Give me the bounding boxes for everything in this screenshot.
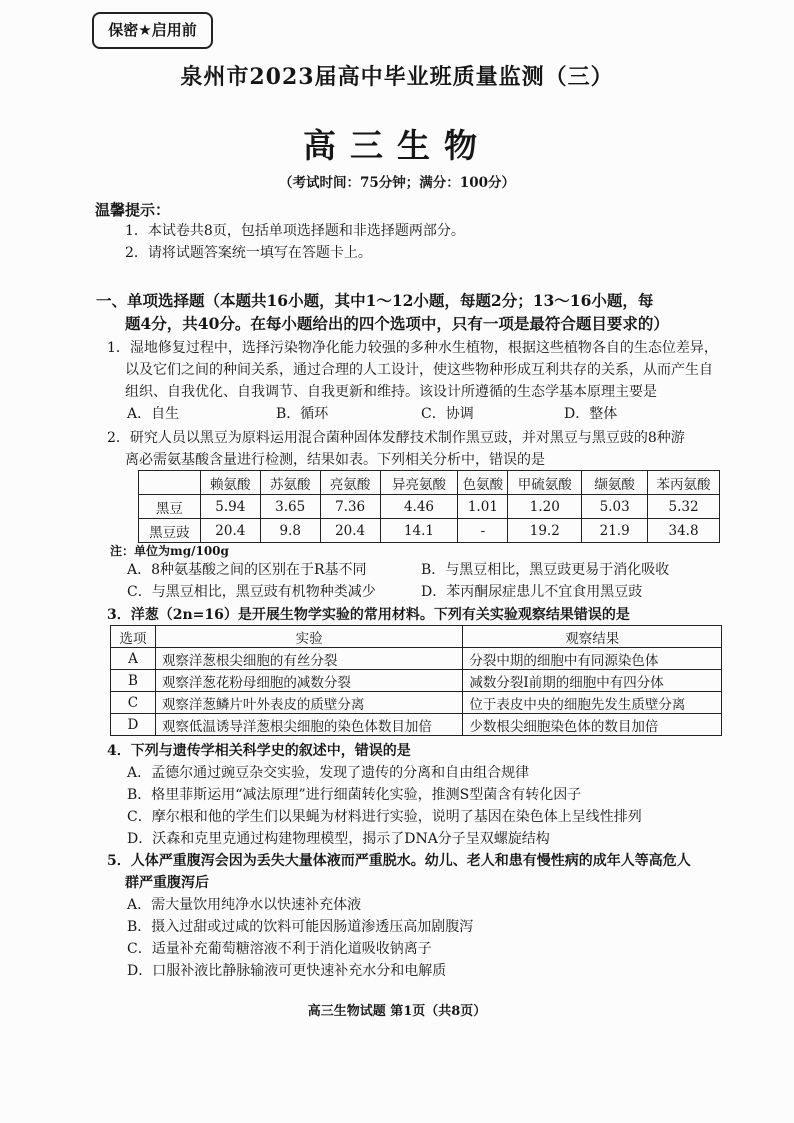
- table-header-cell: 赖氨酸: [200, 471, 260, 495]
- q1-option-c: C．协调: [421, 406, 474, 422]
- table-cell: 黑豆: [139, 495, 201, 519]
- table-cell: 减数分裂Ⅰ前期的细胞中有四分体: [463, 670, 722, 692]
- table-header-cell: 异亮氨酸: [380, 471, 458, 495]
- q4-option-a: A．孟德尔通过豌豆杂交实验，发现了遗传的分离和自由组合规律: [127, 765, 530, 781]
- question-5-stem: 5．人体严重腹泻会因为丢失大量体液而严重脱水。幼儿、老人和患有慢性病的成年人等高危人: [107, 853, 691, 869]
- table-cell: 1.01: [458, 495, 508, 519]
- tips-heading: 温馨提示：: [95, 201, 171, 219]
- q2-option-c: C．与黑豆相比，黑豆豉有机物种类减少: [127, 584, 376, 600]
- table-header-cell: 实验: [155, 626, 462, 648]
- table-cell: -: [458, 519, 508, 543]
- table-cell: 少数根尖细胞染色体的数目加倍: [463, 714, 722, 736]
- table-row: [111, 648, 722, 670]
- question-1-stem: 以及它们之间的种间关系，通过合理的人工设计，使这些物种形成互利共存的关系，从而产生自: [125, 362, 713, 378]
- table-header-cell: [139, 471, 201, 495]
- q1-option-d: D．整体: [564, 406, 618, 422]
- tip-item: 1．本试卷共8页，包括单项选择题和非选择题两部分。: [125, 223, 465, 239]
- table-cell: 观察低温诱导洋葱根尖细胞的染色体数目加倍: [155, 714, 462, 736]
- table-row: [139, 519, 720, 543]
- table-cell: 位于表皮中央的细胞先发生质壁分离: [463, 692, 722, 714]
- q5-option-d: D．口服补液比静脉输液可更快速补充水分和电解质: [127, 963, 447, 979]
- q5-option-a: A．需大量饮用纯净水以快速补充体液: [127, 897, 362, 913]
- table-cell: 5.32: [648, 495, 720, 519]
- question-3-stem: 3．洋葱（2n=16）是开展生物学实验的常用材料。下列有关实验观察结果错误的是: [107, 607, 630, 623]
- q2-option-a: A．8种氨基酸之间的区别在于R基不同: [127, 562, 367, 578]
- question-2-stem: 离必需氨基酸含量进行检测，结果如表。下列相关分析中，错误的是: [125, 452, 545, 468]
- q5-option-c: C．适量补充葡萄糖溶液不利于消化道吸收钠离子: [127, 941, 432, 957]
- table-row: [139, 495, 720, 519]
- table-header-cell: 亮氨酸: [320, 471, 380, 495]
- exam-info: （考试时间：75分钟；满分：100分）: [279, 175, 515, 191]
- q4-option-b: B．格里菲斯运用“减法原理”进行细菌转化实验，推测S型菌含有转化因子: [127, 787, 582, 803]
- table-cell: 21.9: [582, 519, 648, 543]
- section-heading: 一、单项选择题（本题共16小题，其中1～12小题，每题2分；13～16小题，每: [96, 291, 654, 310]
- table-cell: 1.20: [508, 495, 582, 519]
- table-row: [111, 670, 722, 692]
- table-cell: 黑豆豉: [139, 519, 201, 543]
- table-cell: D: [111, 714, 156, 736]
- table-cell: 分裂中期的细胞中有同源染色体: [463, 648, 722, 670]
- table-header-cell: 苏氨酸: [260, 471, 320, 495]
- table-cell: B: [111, 670, 156, 692]
- table-header-cell: 观察结果: [463, 626, 722, 648]
- table-cell: 7.36: [320, 495, 380, 519]
- question-2-stem: 2．研究人员以黑豆为原料运用混合菌种固体发酵技术制作黑豆豉，并对黑豆与黑豆豉的8种游: [107, 430, 685, 446]
- table-header-cell: 苯丙氨酸: [648, 471, 720, 495]
- table-header-cell: 色氨酸: [458, 471, 508, 495]
- onion-experiment-table: [110, 625, 722, 736]
- page-footer: 高三生物试题 第1页（共8页）: [307, 1004, 487, 1019]
- tip-item: 2．请将试题答案统一填写在答题卡上。: [125, 245, 372, 261]
- q4-option-c: C．摩尔根和他的学生们以果蝇为材料进行实验，说明了基因在染色体上呈线性排列: [127, 809, 642, 825]
- table-cell: A: [111, 648, 156, 670]
- q1-option-a: A．自生: [127, 406, 180, 422]
- amino-acid-table: [138, 470, 720, 543]
- table-cell: 观察洋葱根尖细胞的有丝分裂: [155, 648, 462, 670]
- table-cell: 观察洋葱花粉母细胞的减数分裂: [155, 670, 462, 692]
- q2-option-d: D．苯丙酮尿症患儿不宜食用黑豆豉: [421, 584, 643, 600]
- q5-option-b: B．摄入过甜或过咸的饮料可能因肠道渗透压高加剧腹泻: [127, 919, 474, 935]
- question-1-stem: 1．湿地修复过程中，选择污染物净化能力较强的多种水生植物，根据这些植物各自的生态位差异，: [107, 340, 718, 356]
- q1-option-b: B．循环: [276, 406, 329, 422]
- table-cell: 9.8: [260, 519, 320, 543]
- table-header-cell: 甲硫氨酸: [508, 471, 582, 495]
- table-cell: 20.4: [320, 519, 380, 543]
- table-header-row: [139, 471, 720, 495]
- table-note: 注：单位为mg/100g: [110, 544, 229, 558]
- table-cell: 4.46: [380, 495, 458, 519]
- table-cell: 5.94: [200, 495, 260, 519]
- table-row: [111, 692, 722, 714]
- table-header-cell: 缬氨酸: [582, 471, 648, 495]
- table-cell: C: [111, 692, 156, 714]
- exam-title: 泉州市2023届高中毕业班质量监测（三）: [180, 64, 614, 90]
- table-cell: 5.03: [582, 495, 648, 519]
- confidential-stamp: 保密★启用前: [92, 12, 213, 49]
- table-cell: 3.65: [260, 495, 320, 519]
- table-cell: 观察洋葱鳞片叶外表皮的质壁分离: [155, 692, 462, 714]
- table-header-cell: 选项: [111, 626, 156, 648]
- question-4-stem: 4．下列与遗传学相关科学史的叙述中，错误的是: [107, 743, 411, 759]
- section-heading-cont: 题4分，共40分。在每小题给出的四个选项中，只有一项是最符合题目要求的）: [125, 314, 669, 333]
- table-cell: 20.4: [200, 519, 260, 543]
- table-cell: 34.8: [648, 519, 720, 543]
- table-cell: 19.2: [508, 519, 582, 543]
- question-1-stem: 组织、自我优化、自我调节、自我更新和维持。该设计所遵循的生态学基本原理主要是: [125, 384, 657, 400]
- table-row: [111, 714, 722, 736]
- question-5-stem: 群严重腹泻后: [125, 875, 209, 891]
- table-header-row: [111, 626, 722, 648]
- subject-title: 高三生物: [303, 126, 491, 165]
- q2-option-b: B．与黑豆相比，黑豆豉更易于消化吸收: [421, 562, 670, 578]
- q4-option-d: D．沃森和克里克通过构建物理模型，揭示了DNA分子呈双螺旋结构: [127, 831, 550, 847]
- table-cell: 14.1: [380, 519, 458, 543]
